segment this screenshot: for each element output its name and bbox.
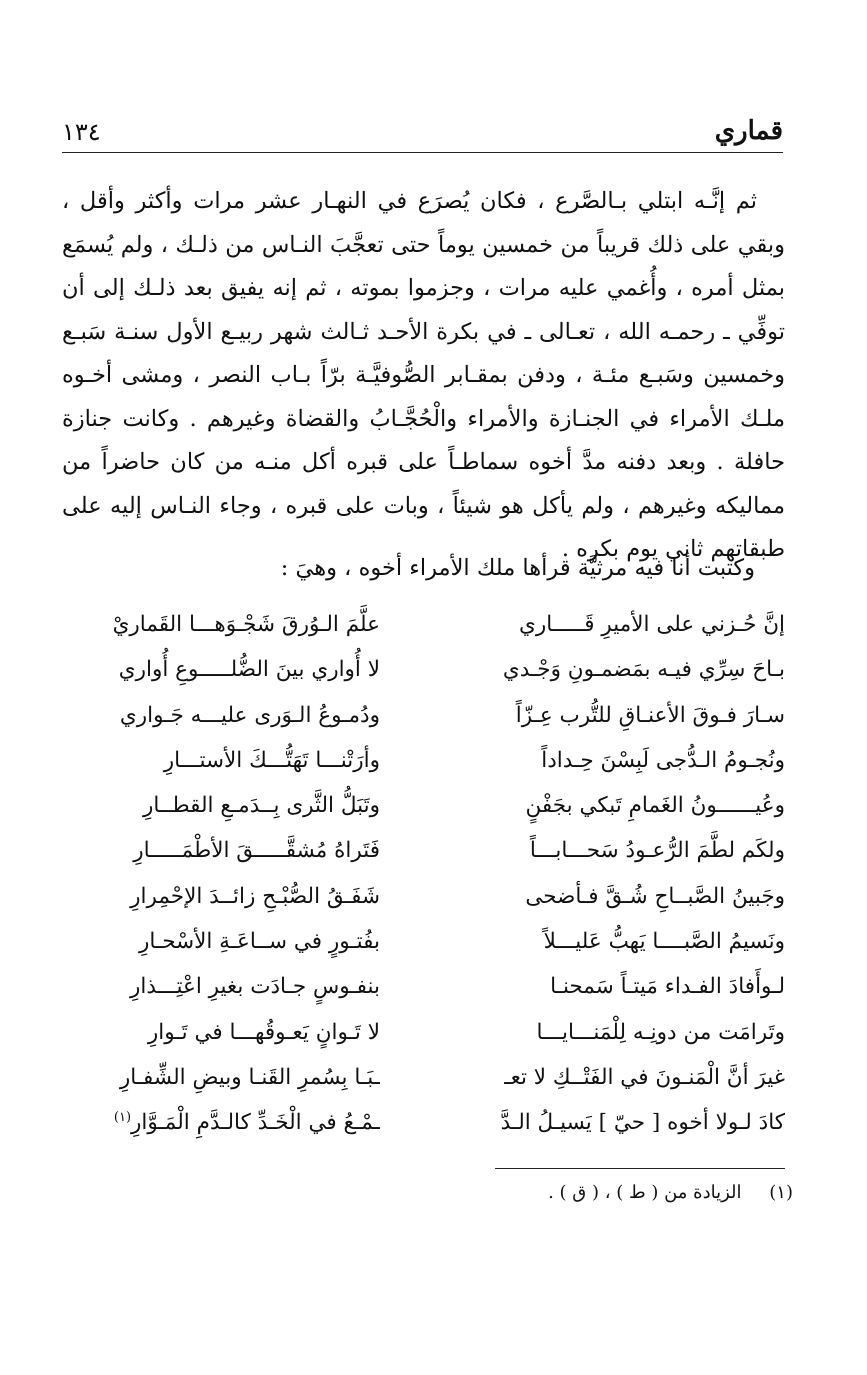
page-header <box>62 112 783 153</box>
poem-verse <box>62 919 785 964</box>
poem-verse <box>62 828 785 873</box>
prose-paragraph: ثم إنَّـه ابتلي بـالصَّرع ، فكان يُصرَع في النهـار عشر مرات وأكثر وأقل ، وبقي على ذلك قريباً من خمسين يوماً حتى تعجَّبَ النـاس من ذلـك ، ولم يُسمَع بمثل أمره ، وأُغمي عليه مرات ، وجزموا بموته ، ثم إنه يفيق بعد ذلـك إلى أن توفِّي ـ رحمـه الله ، تعـالى ـ في بكرة الأحـد ثـالث شهر ربيـع الأول سنـة سَبـع وخمسين وسَبـع مئـة ، ودفن بمقـابر الصُّوفيَّـة برّاً بـاب النصر ، ومشى أخـوه ملـك الأمراء في الجنـازة والأمراء والْحُجَّـابُ والقضاة وغيرهم . وكانت جنازة حافلة . وبعد دفنه مدَّ أخوه سماطـاً على قبره أكل منـه من كان حاضراً من مماليكه وغيرهم ، ولم يأكل هو شيئاً ، وبات على قبره ، وجاء النـاس إليه على طبقاتهم ثاني يوم بكره . <box>62 188 785 562</box>
poem-verse <box>62 602 785 647</box>
first-hemistich: إنَّ حُـزني على الأميرِ قَـــــاري <box>519 612 785 637</box>
poem-verse <box>62 1100 785 1145</box>
page-number: ١٣٤ <box>62 118 101 146</box>
elegy-poem <box>62 602 785 1146</box>
poem-verse <box>62 783 785 828</box>
first-hemistich: وجَبينُ الصَّبــاحِ شُـقَّ فـأضحى <box>525 883 785 909</box>
second-hemistich: لا أُواري بينَ الضُّلـــــوعِ أُواري <box>118 657 380 683</box>
poem-verse <box>62 1010 785 1055</box>
second-hemistich: وأرَتْنـــا تَهَتُّـــكَ الأستـــارِ <box>163 747 380 773</box>
running-title: قماري <box>714 116 783 146</box>
second-hemistich: بنفـوسٍ جـادَت بغيرِ اعْتِـــذارِ <box>130 974 380 1000</box>
second-hemistich: شَفَـقُ الصُّبْـحِ زائــدَ الإحْمِرارِ <box>130 883 380 909</box>
first-hemistich: بـاحَ سِرِّي فيـه بمَضمـونِ وَجْـدي <box>502 657 785 683</box>
first-hemistich: لـوأَفادَ الفـداء مَيتـاً سَمحنـا <box>550 974 785 1000</box>
second-hemistich-text: ـمْـعُ في الْخَـدِّ كالـدَّمِ الْمَـوَّارِ <box>131 1110 380 1136</box>
poem-verse <box>62 738 785 783</box>
second-hemistich: علَّمَ الـوُرقَ شَجْـوَهـــا القَماريْ <box>112 612 380 637</box>
second-hemistich: فَتَراهُ مُشقَّـــــقَ الأطْمَـــــارِ <box>133 838 380 864</box>
second-hemistich: بفُتـورٍ في ســاعَـةِ الأسْحـارِ <box>138 929 380 955</box>
second-hemistich <box>62 1100 380 1145</box>
prose-body <box>62 180 785 572</box>
second-hemistich: ودُمـوعُ الـوَرى عليـــه جَـواري <box>119 702 380 728</box>
first-hemistich: سـارَ فـوقَ الأعنـاقِ للتُّرب عِـزّاً <box>515 702 785 728</box>
first-hemistich: ولكَم لطَّمَ الرُّعـودُ سَحـــابـــاً <box>529 838 785 864</box>
first-hemistich: وعُيــــــونُ الغَمامِ تَبكي بجَفْنٍ <box>525 793 785 819</box>
footnote-marker: (١) <box>769 1182 793 1203</box>
first-hemistich: ونُجـومُ الـدُّجى لَبِسْنَ حِـداداً <box>541 747 785 773</box>
poem-verse <box>62 1055 785 1100</box>
footnote-reference[interactable]: (١) <box>113 1110 132 1126</box>
first-hemistich: كادَ لـولا أخوه [ حيّ ] يَسيـلُ الـدَّ <box>500 1110 785 1136</box>
poem-verse <box>62 874 785 919</box>
poem-verse <box>62 647 785 692</box>
first-hemistich: وتَرامَت من دونِـه لِلْمَنـــايـــا <box>536 1019 785 1045</box>
poem-intro: وكتبت أنا فيه مرثيَّة قرأها ملك الأمراء أخوه ، وهيَ : <box>280 555 755 581</box>
footnote-text: الزيادة من ( ط ) ، ( ق ) . <box>548 1182 742 1203</box>
second-hemistich: لا تَـوانٍ يَعـوقُهـــا في تَـوارِ <box>147 1019 380 1045</box>
poem-verse <box>62 693 785 738</box>
poem-verse <box>62 964 785 1009</box>
second-hemistich: وتَبَلُّ الثَّرى بِــدَمـعِ القطــارِ <box>142 793 380 819</box>
footnote <box>62 1178 793 1208</box>
first-hemistich: غيرَ أنَّ الْمَنـونَ في الفَتْــكِ لا تعـ <box>504 1064 785 1090</box>
first-hemistich: ونَسيمُ الصَّبــــا يَهبُّ عَليـــلاً <box>543 929 785 955</box>
second-hemistich: ـبَـا بِسُمرِ القَنـا وبيضِ الشِّفـارِ <box>119 1064 380 1090</box>
footnote-divider <box>495 1168 785 1169</box>
